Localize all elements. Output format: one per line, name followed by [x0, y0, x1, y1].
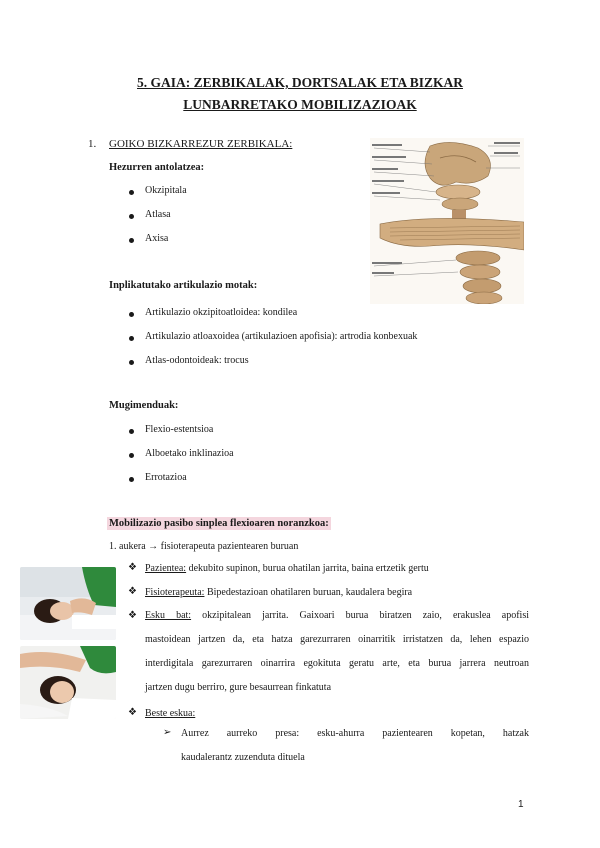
- diamond-bullet-icon: ❖: [128, 707, 137, 718]
- bullet-icon: [129, 477, 134, 482]
- sub-line-1: Aurrez aurreko presa: esku-ahurra pazientearen kopetan, hatzak: [181, 728, 529, 739]
- joints-heading: Inplikatutako artikulazio motak:: [109, 280, 258, 291]
- section-heading: GOIKO BIZKARREZUR ZERBIKALA:: [109, 138, 293, 150]
- hand1-line-1: Esku bat: okzipitalean jarrita. Gaixoari burua biratzen zaio, erakuslea apofisi: [145, 610, 529, 621]
- bones-heading: Hezurren antolatzea:: [109, 162, 205, 173]
- therapy-photo-1: [20, 567, 116, 640]
- mobilization-heading: Mobilizazio pasibo sinplea flexioaren noranzkoa:: [109, 518, 329, 529]
- movements-item: Alboetako inklinazioa: [145, 448, 234, 459]
- joints-item: Atlas-odontoideak: trocus: [145, 355, 249, 366]
- section-number: 1.: [88, 138, 97, 150]
- therapy-photo-2: [20, 646, 116, 719]
- bullet-icon: [129, 190, 134, 195]
- diamond-bullet-icon: ❖: [128, 610, 137, 621]
- diamond-bullet-icon: ❖: [128, 586, 137, 597]
- joints-item: Artikulazio atloaxoidea (artikulazioen apofisia): artrodia konbexuak: [145, 331, 418, 342]
- arrow-bullet-icon: ➢: [163, 727, 172, 738]
- mobilization-option: 1. aukera → fisioterapeuta pazientearen buruan: [109, 541, 299, 552]
- bones-item: Axisa: [145, 233, 169, 244]
- bullet-icon: [129, 360, 134, 365]
- bullet-icon: [129, 312, 134, 317]
- bones-item: Okzipitala: [145, 185, 187, 196]
- movements-item: Errotazioa: [145, 472, 187, 483]
- bullet-icon: [129, 429, 134, 434]
- cervical-spine-illustration: [370, 138, 524, 304]
- bullet-icon: [129, 214, 134, 219]
- hand1-line-2: mastoidean jartzen da, eta hatza garezurraren oinarritik irristatzen da, lehen espazio: [145, 634, 529, 645]
- movements-item: Flexio-estentsioa: [145, 424, 214, 435]
- movements-heading: Mugimenduak:: [109, 400, 179, 411]
- hand1-line-3: interdigitala garezurraren oinarrira egokituta geratu arte, eta burua jarrera neutroan: [145, 658, 529, 669]
- page-number: 1: [518, 799, 524, 810]
- joints-item: Artikulazio okzipitoatloidea: kondilea: [145, 307, 298, 318]
- sub-line-2: kaudalerantz zuzenduta dituela: [181, 752, 305, 763]
- page-title-line-2: LUNBARRETAKO MOBILIZAZIOAK: [183, 97, 417, 112]
- therapist-line: Fisioterapeuta: Bipedestazioan ohatilaren buruan, kaudalera begira: [145, 587, 413, 598]
- hand1-line-4: jartzen dugu berriro, gure besaurrean finkatuta: [145, 682, 332, 693]
- page-title-line-1: 5. GAIA: ZERBIKALAK, DORTSALAK ETA BIZKAR: [137, 75, 463, 90]
- bullet-icon: [129, 453, 134, 458]
- bullet-icon: [129, 336, 134, 341]
- hand2-label: Beste eskua:: [145, 708, 196, 719]
- diamond-bullet-icon: ❖: [128, 562, 137, 573]
- bullet-icon: [129, 238, 134, 243]
- bones-item: Atlasa: [145, 209, 171, 220]
- patient-line: Pazientea: dekubito supinon, burua ohatilan jarrita, baina ertzetik gertu: [145, 563, 429, 574]
